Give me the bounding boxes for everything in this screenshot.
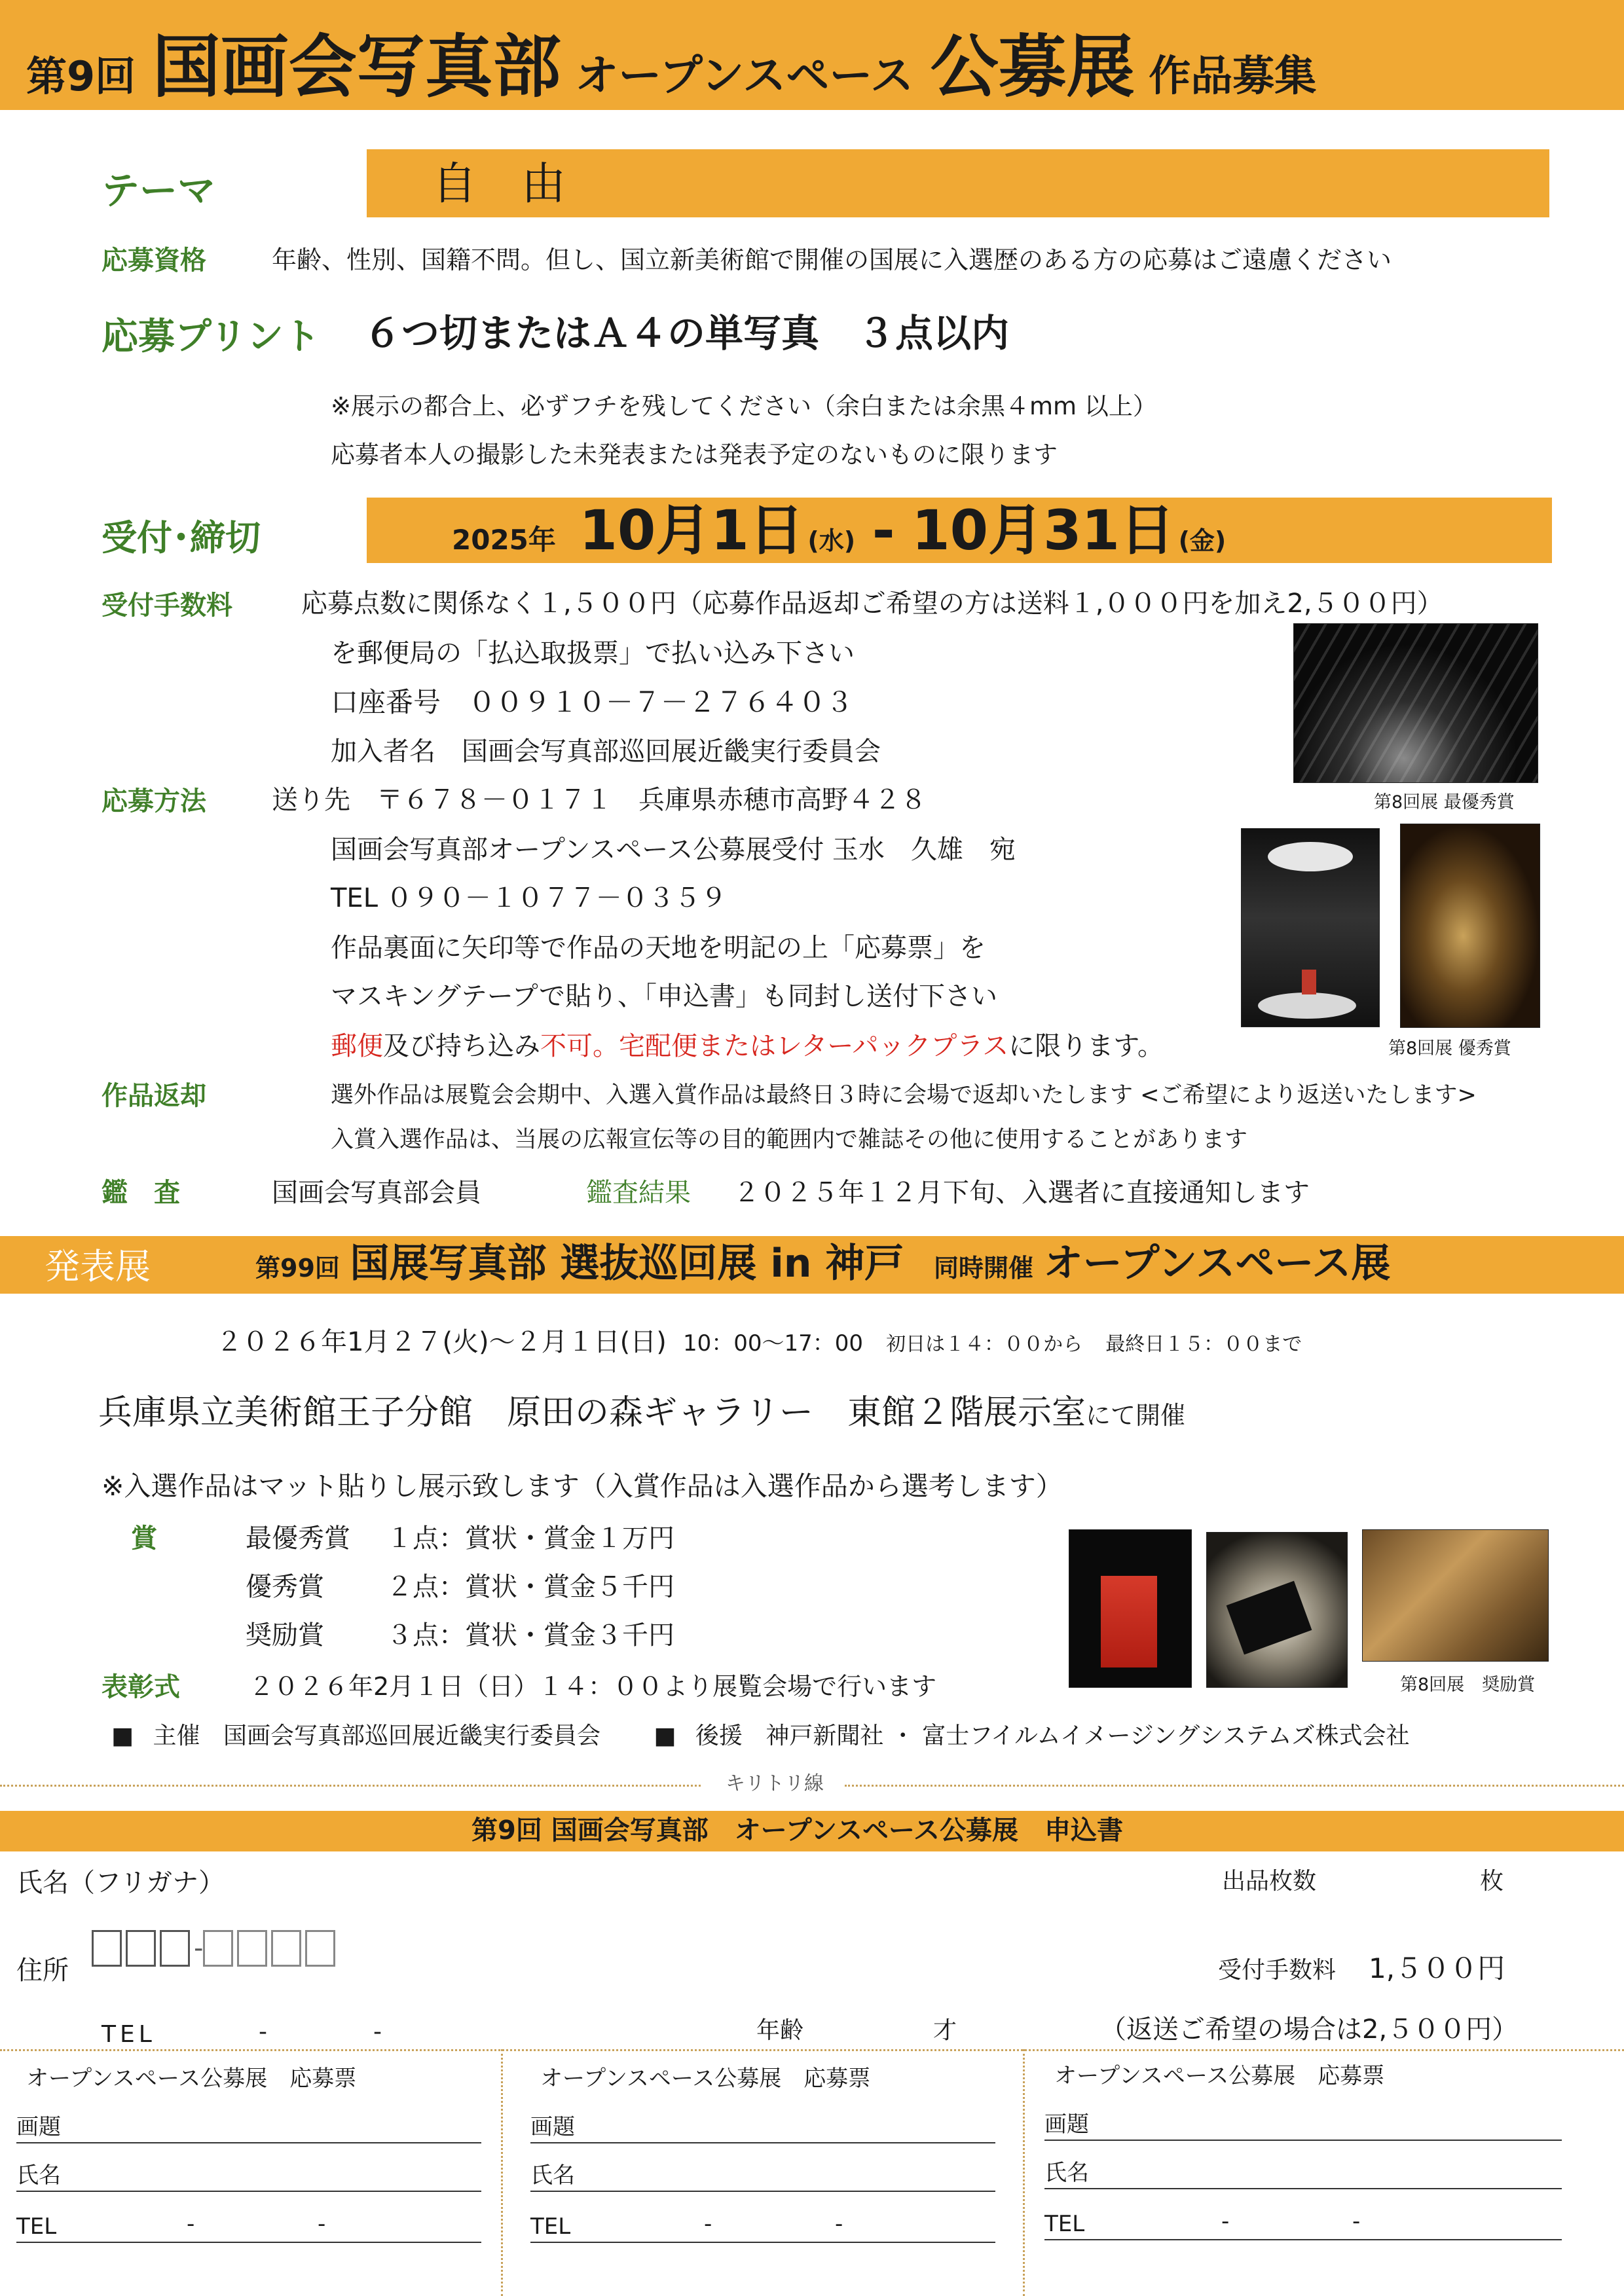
deadline-start-day: (水) [807, 526, 856, 555]
ticket2-d1: - [704, 2211, 712, 2237]
form-fee-label: 受付手数料 [1218, 1957, 1337, 1984]
award-name-1: 最優秀賞 [246, 1523, 350, 1554]
deadline-text [452, 498, 1227, 562]
method-line5: マスキングテープで貼り、「申込書」も同封し送付下さい [331, 981, 997, 1011]
fee-line1: 応募点数に関係なく１,５００円（応募作品返却ご希望の方は送料１,０００円を加え2,５００円） [301, 589, 1443, 619]
print-text: ６つ切またはＡ４の単写真 ３点以内 [363, 311, 1010, 355]
eligibility-text: 年齢、性別、国籍不問。但し、国立新美術館で開催の国展に入選歴のある方の応募はご遠慮ください [272, 246, 1392, 274]
show-venue: 兵庫県立美術館王子分館 原田の森ギャラリー 東館２階展示室 [98, 1393, 1086, 1432]
method-line1: 送り先 〒６７８－０１７１ 兵庫県赤穂市高野４２８ [272, 785, 927, 815]
method-line6-a: 及び持ち込み [383, 1031, 540, 1061]
theme-value: 自 由 [432, 158, 566, 210]
show-title-line [255, 1241, 1391, 1286]
postal-box-1[interactable] [92, 1930, 122, 1967]
ticket2-f1: 画題 [530, 2114, 575, 2140]
postal-box-6[interactable] [271, 1930, 301, 1967]
ticket3-d2: - [1352, 2208, 1361, 2234]
sponsor-support: 神戸新聞社 ・ 富士フイルムイメージングシステムズ株式会社 [766, 1722, 1410, 1749]
ticket3-d1: - [1221, 2208, 1230, 2234]
ticket1-d1: - [187, 2211, 195, 2237]
ticket3-f1: 画題 [1044, 2111, 1089, 2138]
ceremony-text: ２０２６年2月１日（日）１４：００より展覧会場で行います [249, 1672, 937, 1701]
form-count-unit: 枚 [1480, 1868, 1504, 1895]
photo-encourage-award-1 [1069, 1529, 1192, 1688]
ticket1-f1: 画題 [16, 2114, 61, 2140]
judging-result-label: 鑑査結果 [586, 1178, 691, 1208]
ticket2-f3-line[interactable] [530, 2242, 995, 2243]
ticket1-f3: TEL [16, 2214, 57, 2240]
form-age-label: 年齢 [756, 2017, 804, 2044]
awards-label: 賞 [131, 1523, 157, 1554]
ticket3-f2: 氏名 [1044, 2160, 1089, 2186]
ticket1-f3-line[interactable] [16, 2242, 481, 2243]
judging-label: 鑑 査 [101, 1178, 180, 1208]
ceremony-label: 表彰式 [101, 1672, 180, 1702]
method-line4: 作品裏面に矢印等で作品の天地を明記の上「応募票」を [331, 933, 986, 963]
show-dates: ２０２６年1月２７(火)～２月１日(日) [216, 1327, 667, 1357]
method-line6 [331, 1033, 1164, 1059]
method-line3: TEL ０９０－１０７７－０３５９ [331, 883, 727, 913]
cut-line-right [845, 1785, 1624, 1787]
ticket2-d2: - [835, 2211, 843, 2237]
deadline-year: 2025年 [452, 524, 556, 556]
deadline-start: 10月1日 [579, 498, 804, 562]
ticket1-f1-line[interactable] [16, 2142, 481, 2143]
header-title [26, 27, 1317, 107]
cut-line-label: キリトリ線 [726, 1772, 824, 1795]
bullet-support: ■ [654, 1722, 676, 1749]
award-detail-3: ３点：賞状・賞金３千円 [386, 1620, 674, 1650]
fee-line3: 口座番号 ００９１０－７－２７６４０３ [331, 686, 854, 718]
photo-best-award [1293, 623, 1538, 783]
photo-excellent-award-2 [1400, 824, 1540, 1028]
form-title: 第9回 国画会写真部 オープンスペース公募展 申込書 [471, 1815, 1123, 1846]
postal-box-2[interactable] [126, 1930, 156, 1967]
show-last-day: 最終日１５：００まで [1105, 1333, 1302, 1356]
theme-label: テーマ [101, 168, 216, 213]
sponsors-line [111, 1724, 1410, 1748]
postal-dash: - [194, 1933, 204, 1963]
award-name-3: 奨励賞 [246, 1620, 324, 1650]
show-simul: 同時開催 [934, 1254, 1034, 1283]
sponsor-host: 国画会写真部巡回展近畿実行委員会 [223, 1722, 600, 1749]
postal-box-7[interactable] [305, 1930, 335, 1967]
deadline-dash: - [872, 498, 895, 562]
fee-label: 受付手数料 [101, 591, 232, 621]
form-count-label: 出品枚数 [1222, 1868, 1317, 1895]
method-line6-b: に限ります。 [1008, 1031, 1164, 1061]
postal-box-4[interactable] [203, 1930, 233, 1967]
caption-best: 第8回展 最優秀賞 [1374, 792, 1515, 812]
show-dates-line [216, 1329, 1302, 1355]
caption-excellent: 第8回展 優秀賞 [1388, 1038, 1511, 1059]
form-name-label: 氏名（フリガナ） [16, 1868, 225, 1898]
postal-box-5[interactable] [237, 1930, 267, 1967]
deadline-end: 10月31日 [912, 498, 1175, 562]
method-line6-red2: 不可。宅配便またはレターパックプラス [540, 1031, 1009, 1061]
method-line2: 国画会写真部オープンスペース公募展受付 玉水 久雄 宛 [331, 835, 1016, 865]
fee-line4: 加入者名 国画会写真部巡回展近畿実行委員会 [331, 737, 881, 767]
header-openspace: オープンスペース [575, 50, 914, 101]
ticket3-f3: TEL [1044, 2211, 1085, 2237]
header-issue: 第9回 [26, 52, 136, 100]
ticket-area-top-border [0, 2049, 1624, 2051]
ticket2-title: オープンスペース公募展 応募票 [540, 2066, 871, 2092]
eligibility-label: 応募資格 [101, 246, 206, 276]
show-simul-title: オープンスペース展 [1043, 1241, 1391, 1286]
ticket-divider-1 [501, 2049, 503, 2296]
form-tel-dash1: - [259, 2018, 267, 2045]
photo-excellent-award-1 [1241, 828, 1380, 1027]
photo-encourage-award-2 [1206, 1532, 1348, 1688]
print-note2: 応募者本人の撮影した未発表または発表予定のないものに限ります [331, 441, 1058, 469]
show-title: 国展写真部 選抜巡回展 in 神戸 [350, 1241, 904, 1286]
method-label: 応募方法 [101, 786, 206, 816]
sponsor-support-label: 後援 [695, 1722, 743, 1749]
ticket1-f2: 氏名 [16, 2162, 61, 2189]
print-label: 応募プリント [101, 316, 320, 358]
show-issue: 第99回 [255, 1254, 340, 1283]
ticket1-title: オープンスペース公募展 応募票 [26, 2066, 357, 2092]
method-line6-red1: 郵便 [331, 1031, 383, 1061]
return-line1: 選外作品は展覧会会期中、入選入賞作品は最終日３時に会場で返却いたします <ご希望により返送いたします> [331, 1082, 1477, 1108]
sponsor-host-label: 主催 [153, 1722, 200, 1749]
header-exhibit: 公募展 [930, 27, 1135, 107]
ticket3-f3-line[interactable] [1044, 2239, 1562, 2240]
ticket3-f2-line[interactable] [1044, 2188, 1562, 2189]
bullet-host: ■ [111, 1722, 134, 1749]
postal-box-3[interactable] [160, 1930, 190, 1967]
ticket2-f3: TEL [530, 2214, 571, 2240]
show-mat-note: ※入選作品はマット貼りし展示致します（入賞作品は入選作品から選考します） [101, 1470, 1063, 1502]
ticket1-f2-line[interactable] [16, 2191, 481, 2192]
deadline-label: 受付･締切 [101, 517, 261, 558]
cut-line-left [0, 1785, 701, 1787]
show-venue-suffix: にて開催 [1086, 1401, 1186, 1430]
ticket1-d2: - [318, 2211, 326, 2237]
header-call: 作品募集 [1149, 52, 1317, 101]
judging-text: 国画会写真部会員 [272, 1178, 481, 1208]
print-note1: ※展示の都合上、必ずフチを残してください（余白または余黒４mm 以上） [331, 392, 1157, 420]
ticket-divider-2 [1023, 2049, 1025, 2296]
ticket2-f2-line[interactable] [530, 2191, 995, 2192]
form-tel-dash2: - [373, 2018, 382, 2045]
caption-encourage: 第8回展 奨励賞 [1400, 1675, 1536, 1695]
header-org: 国画会写真部 [152, 27, 561, 107]
form-return-note: （返送ご希望の場合は2,５００円） [1100, 2014, 1519, 2045]
show-first-day: 初日は１４：００から [886, 1333, 1083, 1356]
award-name-2: 優秀賞 [246, 1572, 324, 1602]
award-detail-2: ２点：賞状・賞金５千円 [386, 1572, 674, 1602]
ticket2-f1-line[interactable] [530, 2142, 995, 2143]
return-line2: 入賞入選作品は、当展の広報宣伝等の目的範囲内で雑誌その他に使用することがあります [331, 1127, 1248, 1153]
postal-code-boxes[interactable] [92, 1930, 339, 1967]
ticket3-f1-line[interactable] [1044, 2140, 1562, 2141]
form-age-unit: 才 [933, 2017, 957, 2044]
ticket2-f2: 氏名 [530, 2162, 575, 2189]
deadline-end-day: (金) [1178, 526, 1227, 555]
show-hours: 10：00～17：00 [682, 1330, 864, 1357]
photo-encourage-award-3 [1362, 1529, 1549, 1662]
award-detail-1: １点：賞状・賞金１万円 [386, 1523, 674, 1554]
show-label: 発表展 [45, 1246, 151, 1287]
judging-result-text: ２０２５年１２月下旬、入選者に直接通知します [733, 1178, 1310, 1208]
form-address-label: 住所 [16, 1956, 69, 1986]
ticket3-title: オープンスペース公募展 応募票 [1054, 2063, 1385, 2089]
fee-line2: を郵便局の「払込取扱票」で払い込み下さい [331, 638, 855, 668]
show-venue-line [98, 1393, 1186, 1432]
return-label: 作品返却 [101, 1081, 206, 1111]
form-tel-label: TEL [101, 2021, 156, 2048]
form-fee-value: 1,５００円 [1369, 1952, 1505, 1984]
